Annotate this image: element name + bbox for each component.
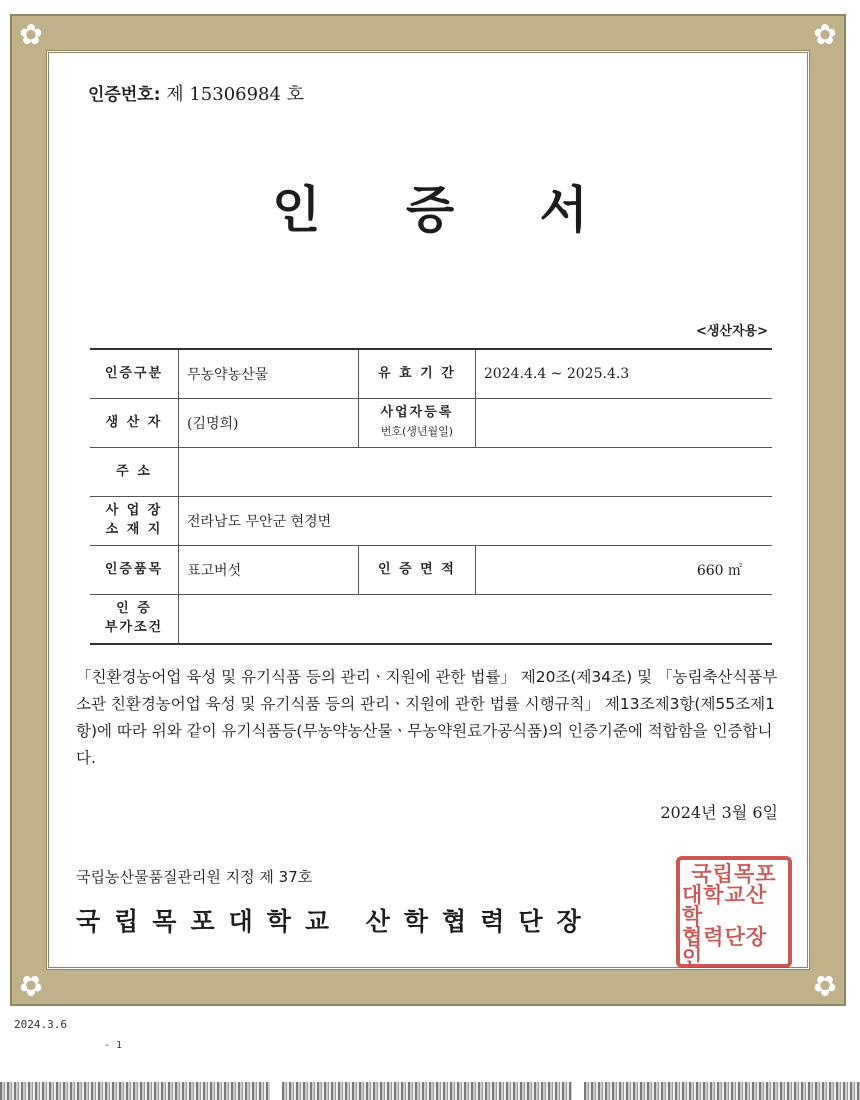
table-row (90, 349, 772, 399)
workplace-label (90, 497, 179, 546)
corner-ornament-icon: ✿ (813, 969, 837, 1002)
address-label: 주 소 (90, 448, 179, 497)
scan-artifact (282, 1082, 572, 1100)
certificate-number (88, 80, 304, 106)
validity-label: 유 효 기 간 (358, 349, 475, 399)
conditions-label-line2: 부가조건 (104, 620, 164, 635)
workplace-label-line1: 사 업 장 (105, 503, 163, 519)
official-seal-stamp (676, 856, 792, 968)
biz-reg-label-line2: 번호(생년월일) (380, 425, 454, 438)
conditions-value (179, 595, 773, 645)
table-row (90, 497, 772, 546)
corner-ornament-icon: ✿ (19, 18, 43, 51)
seal-text-line2: 대학교산학 (682, 883, 768, 928)
biz-reg-label (358, 399, 475, 448)
table-row (90, 546, 772, 595)
cert-category-label: 인증구분 (90, 349, 179, 399)
corner-ornament-icon: ✿ (813, 18, 837, 51)
table-row (90, 399, 772, 448)
seal-text-line1: 국립목포 (691, 862, 777, 886)
designation-number: 국립농산물품질관리원 지정 제 37호 (76, 868, 313, 886)
certification-statement: 「친환경농어업 육성 및 유기식품 등의 관리ㆍ지원에 관한 법률」 제20조(제34조) 및 「농림축산식품부 소관 친환경농어업 육성 및 유기식품 등의 관리ㆍ지원에 관한 법률 시행규칙」 제13조제3항(제55조제1항)에 따라 위와 같이 유기식품등(무농약농산물ㆍ무농약원료가공식품)의 인증기준에 적합함을 인증합니다. (76, 668, 778, 767)
workplace-value: 전라남도 무안군 현경면 (179, 497, 773, 546)
workplace-label-line2: 소 재 지 (105, 522, 163, 537)
validity-value: 2024.4.4 ~ 2025.4.3 (475, 349, 772, 399)
item-label: 인증품목 (90, 546, 179, 595)
producer-value: (김명희) (179, 399, 359, 448)
table-row (90, 448, 772, 497)
corner-ornament-icon: ✿ (19, 969, 43, 1002)
area-value: 660 ㎡ (475, 546, 772, 595)
producer-type-tag: <생산자용> (695, 324, 768, 339)
cert-category-value: 무농약농산물 (179, 349, 359, 399)
certificate-number-value: 제 15306984 호 (166, 84, 305, 105)
issuer-name: 국립목포대학교 산학협력단장 (76, 907, 595, 936)
issue-date: 2024년 3월 6일 (660, 803, 778, 822)
scan-artifact (584, 1082, 860, 1100)
table-row (90, 595, 772, 645)
scan-footer-date: 2024.3.6 (14, 1018, 67, 1031)
seal-text-line3: 협력단장인 (682, 925, 768, 970)
page-number: - 1 (104, 1040, 123, 1051)
certificate-number-label: 인증번호: (88, 85, 161, 105)
item-value: 표고버섯 (179, 546, 359, 595)
document-title: 인 증 서 (272, 181, 622, 239)
biz-reg-value (475, 399, 772, 448)
producer-label: 생 산 자 (90, 399, 179, 448)
certificate-info-table (90, 348, 772, 645)
address-value (179, 448, 773, 497)
biz-reg-label-line1: 사업자등록 (380, 405, 454, 421)
conditions-label-line1: 인 증 (116, 601, 152, 617)
area-label: 인 증 면 적 (358, 546, 475, 595)
conditions-label (90, 595, 179, 645)
scan-artifact (0, 1082, 270, 1100)
